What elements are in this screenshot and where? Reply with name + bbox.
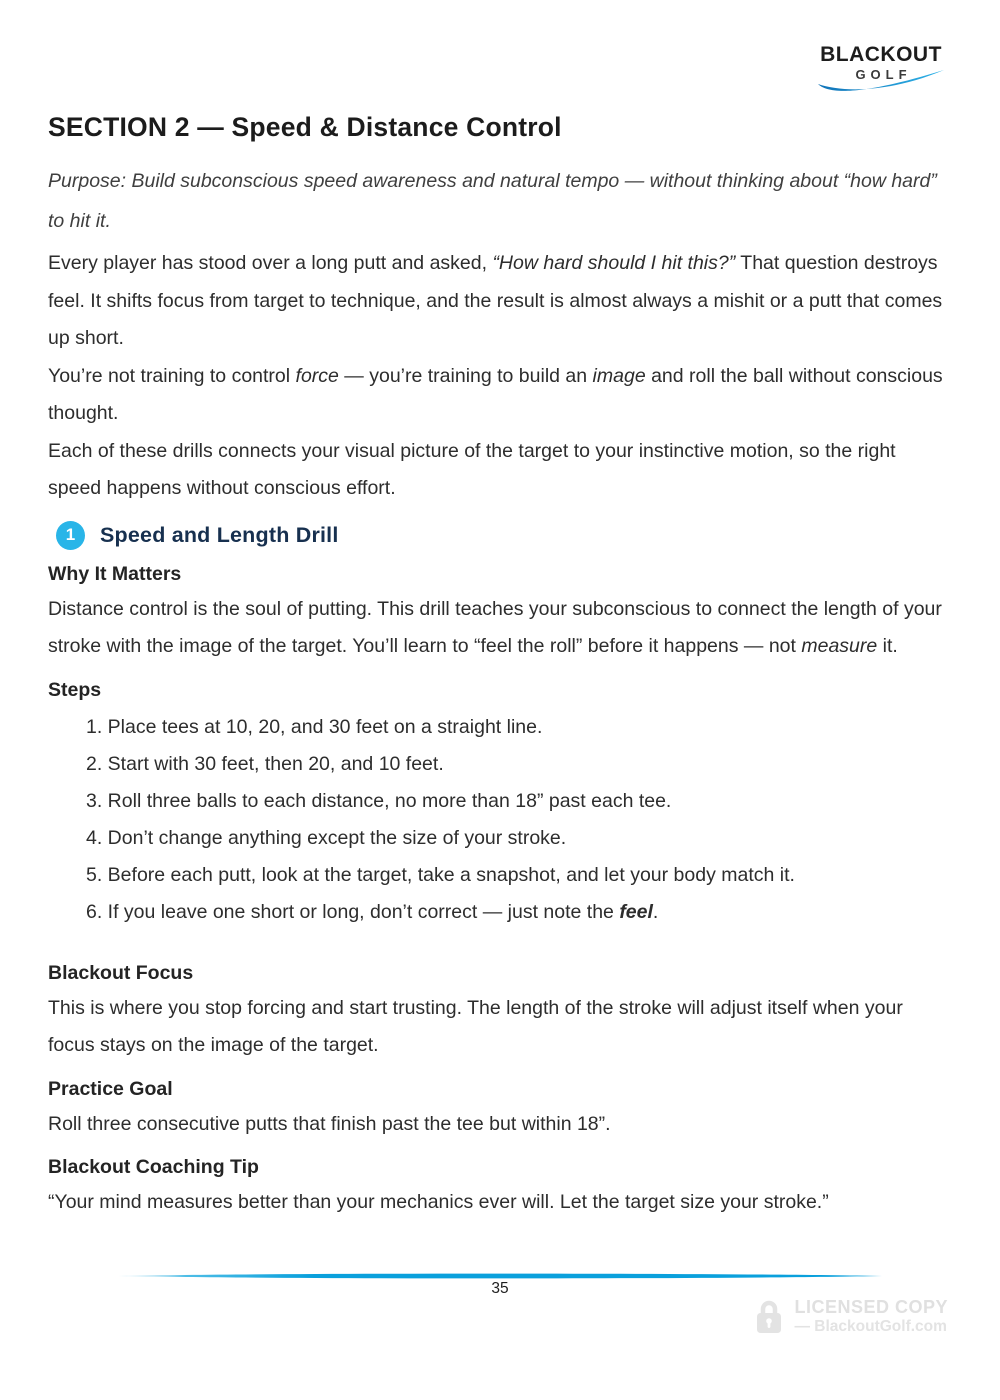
step-item-3: 3. Roll three balls to each distance, no more than 18” past each tee. <box>86 789 672 812</box>
step-item-5: 5. Before each putt, look at the target, take a snapshot, and let your body match it. <box>86 863 795 886</box>
why-it-matters-heading: Why It Matters <box>48 562 182 585</box>
logo-wordmark: BLACKOUT <box>820 43 942 66</box>
text-run: That question destroys feel. It shifts focus from target to technique, and the result is almost always a mishit or a putt that comes up short. <box>48 252 943 349</box>
coaching-tip-heading: Blackout Coaching Tip <box>48 1156 259 1178</box>
intro-paragraph-2 <box>48 358 954 433</box>
practice-goal-paragraph: Roll three consecutive putts that finish past the tee but within 18”. <box>48 1112 611 1135</box>
licensed-copy-watermark <box>754 1297 948 1336</box>
watermark-text <box>794 1297 948 1336</box>
steps-list <box>86 709 954 931</box>
step-item-2: 2. Start with 30 feet, then 20, and 10 feet. <box>86 752 444 775</box>
watermark-line1: LICENSED COPY <box>794 1297 948 1317</box>
step-item-6 <box>86 894 954 931</box>
italic-run: image <box>592 364 646 387</box>
footer-divider <box>118 1272 882 1280</box>
italic-run: “How hard should I hit this?” <box>492 252 736 274</box>
page-content <box>48 0 954 1222</box>
intro-paragraph-1 <box>48 245 954 358</box>
drill-number-badge: 1 <box>56 521 85 550</box>
italic-run: force <box>295 364 339 387</box>
text-run: You’re not training to control <box>48 364 296 387</box>
page-number: 35 <box>491 1280 509 1297</box>
page-title: SECTION 2 — Speed & Distance Control <box>48 112 562 142</box>
text-run: it. <box>877 635 898 657</box>
coaching-tip-paragraph: “Your mind measures better than your mechanics ever will. Let the target size your stroke.” <box>48 1191 829 1213</box>
bold-italic-run: feel <box>619 900 653 923</box>
text-run: Distance control is the soul of putting. This drill teaches your subconscious to connect the length of your stroke with the image of the target. You’ll learn to “feel the roll” before it happens — not <box>48 597 942 657</box>
text-run: . <box>652 900 659 923</box>
text-run: — you’re training to build an <box>338 364 593 387</box>
drill-title: Speed and Length Drill <box>100 522 339 547</box>
logo-subtitle: GOLF <box>855 67 912 82</box>
why-it-matters-paragraph <box>48 591 954 666</box>
practice-goal-heading: Practice Goal <box>48 1077 173 1100</box>
step-item-1: 1. Place tees at 10, 20, and 30 feet on a straight line. <box>86 715 543 738</box>
purpose-text: Purpose: Build subconscious speed awareness and natural tempo — without thinking about “how hard” to hit it. <box>48 170 937 232</box>
text-run: 6. If you leave one short or long, don’t correct — just note the <box>86 900 620 923</box>
text-run: and roll the ball without conscious thought. <box>48 364 943 424</box>
text-run: Every player has stood over a long putt and asked, <box>48 252 493 274</box>
blackout-focus-paragraph: This is where you stop forcing and start trusting. The length of the stroke will adjust itself when your focus stays on the image of the target. <box>48 996 903 1056</box>
steps-heading: Steps <box>48 678 102 701</box>
italic-run: measure <box>801 635 878 657</box>
intro-paragraph-3: Each of these drills connects your visual picture of the target to your instinctive motion, so the right speed happens without conscious effort. <box>48 439 896 499</box>
blackout-focus-heading: Blackout Focus <box>48 961 194 984</box>
watermark-line2: — BlackoutGolf.com <box>794 1318 947 1335</box>
step-item-4: 4. Don’t change anything except the size of your stroke. <box>86 826 567 849</box>
lock-icon <box>754 1298 784 1336</box>
drill-heading <box>56 521 954 550</box>
